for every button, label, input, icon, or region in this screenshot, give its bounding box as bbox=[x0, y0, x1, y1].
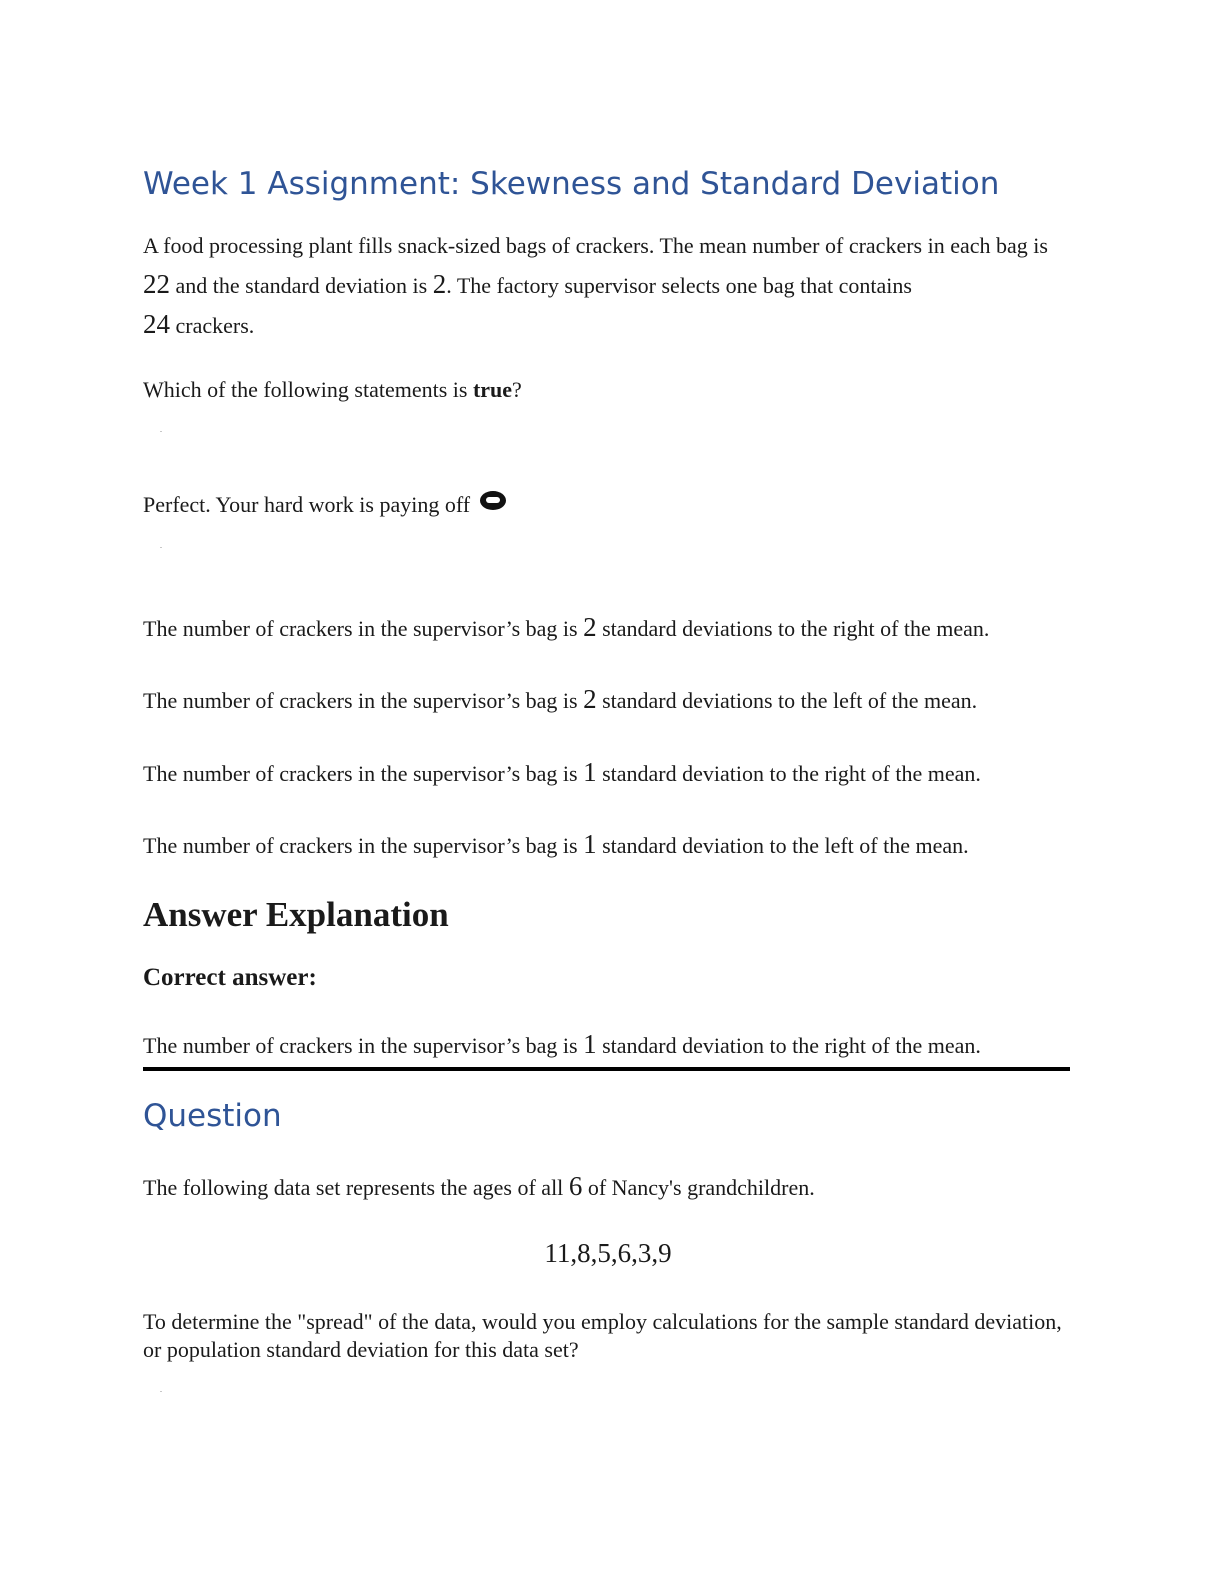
grinning-face-icon bbox=[480, 491, 506, 510]
separator-dot bbox=[160, 547, 162, 548]
answer-option[interactable]: The number of crackers in the supervisor’s bag is 1 standard deviation to the left of the mean. bbox=[143, 829, 969, 859]
question2-prompt: To determine the "spread" of the data, would you employ calculations for the sample standard deviation, or population standard deviation for this data set? bbox=[143, 1309, 1062, 1362]
grandchildren-count: 6 bbox=[568, 1171, 583, 1201]
answer-option[interactable]: The number of crackers in the supervisor’s bag is 2 standard deviations to the left of the mean. bbox=[143, 684, 978, 714]
question-heading: Question bbox=[143, 1098, 282, 1134]
section-divider bbox=[143, 1067, 1070, 1071]
bag-count-value: 24 bbox=[143, 309, 170, 339]
mean-value: 22 bbox=[143, 269, 170, 299]
page-title: Week 1 Assignment: Skewness and Standard Deviation bbox=[143, 166, 1000, 202]
sd-value: 2 bbox=[432, 269, 447, 299]
explanation-heading: Answer Explanation bbox=[143, 895, 449, 934]
feedback-message: Perfect. Your hard work is paying off bbox=[143, 486, 1073, 524]
answer-option[interactable]: The number of crackers in the supervisor’s bag is 1 standard deviation to the right of the mean. bbox=[143, 757, 981, 787]
separator-dot bbox=[160, 431, 162, 432]
separator-dot bbox=[160, 1391, 162, 1392]
answer-option[interactable]: The number of crackers in the supervisor’s bag is 2 standard deviations to the right of the mean. bbox=[143, 612, 990, 642]
correct-answer-text: The number of crackers in the supervisor’s bag is 1 standard deviation to the right of the mean. bbox=[143, 1029, 981, 1059]
question-intro: A food processing plant fills snack-sized bags of crackers. The mean number of crackers in each bag is 22 and the standard deviation is 2. The factory supervisor selects one bag that contains 24 crackers. bbox=[143, 233, 1048, 339]
data-set: 11,8,5,6,3,9 bbox=[544, 1238, 672, 1268]
question-prompt: Which of the following statements is true? bbox=[143, 377, 522, 402]
question2-intro: The following data set represents the ages of all 6 of Nancy's grandchildren. bbox=[143, 1171, 815, 1201]
correct-answer-label: Correct answer: bbox=[143, 964, 317, 991]
